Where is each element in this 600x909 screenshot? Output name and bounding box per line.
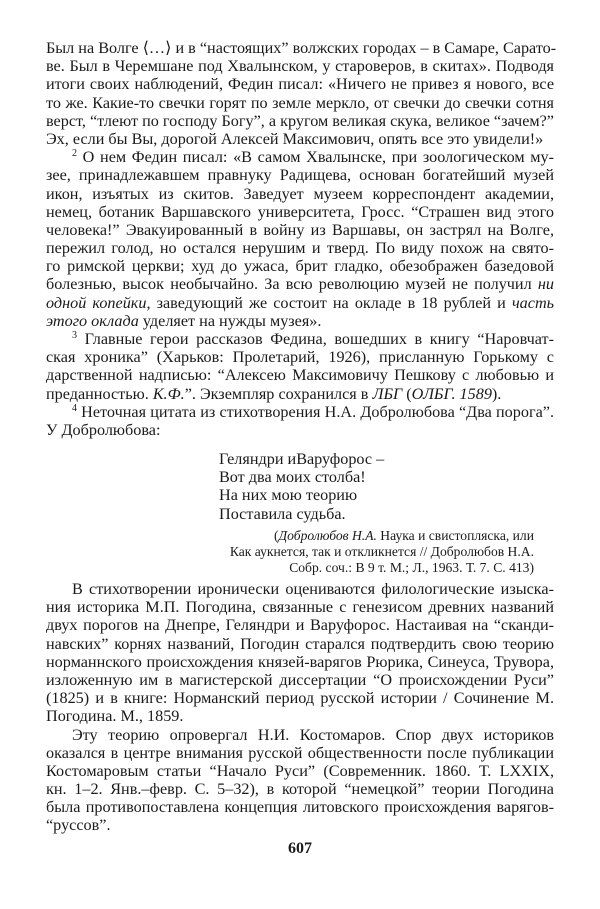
footnote-number: 2 bbox=[72, 148, 77, 160]
text-line bbox=[46, 275, 554, 293]
text-span: уделяет на нужды музея». bbox=[138, 311, 322, 330]
text-span: Неточная цитата из стихотворения Н.А. Добролюбова “Два порога”. bbox=[77, 402, 554, 421]
text-line bbox=[46, 671, 554, 689]
text-line bbox=[46, 348, 554, 366]
italic-text: этого оклада bbox=[46, 311, 139, 330]
text-line bbox=[46, 312, 554, 330]
text-span: икон, изъятых из скитов. Заведует музеем корреспондент академии, bbox=[46, 184, 554, 203]
text-line bbox=[46, 780, 554, 798]
commentary-block bbox=[46, 580, 554, 835]
text-line bbox=[46, 130, 554, 148]
text-line bbox=[46, 707, 554, 725]
text-span: ( bbox=[402, 384, 412, 403]
italic-text: ЛБГ bbox=[372, 384, 403, 403]
text-span: оказался в центре внимания русской общественности после публикации bbox=[46, 743, 554, 762]
text-span: Эх, если бы Вы, дорогой Алексей Максимович, опять все это увидели!» bbox=[46, 129, 544, 148]
verse-line: Поставила судьба. bbox=[219, 504, 346, 523]
citation-text: Как аукнется, так и откликнется // Добролюбов Н.А. bbox=[229, 544, 534, 559]
verse-line: На них мою теорию bbox=[219, 486, 358, 505]
text-line bbox=[46, 580, 554, 598]
text-span: болезнью, высок необычайно. За всю революцию музей не получил bbox=[46, 275, 538, 294]
text-span: , заведующий же состоит на окладе в 18 рублей и bbox=[146, 293, 512, 312]
text-line bbox=[46, 166, 554, 184]
text-span: итоги своих наблюдений, Федин писал: «Ничего не привез я нового, все bbox=[46, 75, 554, 94]
text-span: немец, ботаник Варшавского университета, Гросс. “Страшен вид этого bbox=[46, 202, 554, 221]
text-span: ве. Был в Черемшане под Хвалынском, у староверов, в скитах». Подводя bbox=[46, 57, 554, 76]
footnotes-block bbox=[46, 39, 557, 439]
text-line bbox=[46, 57, 554, 75]
text-line bbox=[46, 366, 554, 384]
citation-open: ( bbox=[274, 528, 279, 543]
text-line bbox=[46, 294, 554, 312]
text-line bbox=[46, 403, 554, 421]
text-span: Был на Волге ⟨…⟩ и в “настоящих” волжских городах – в Самаре, Сарато- bbox=[46, 39, 557, 57]
text-line bbox=[46, 239, 554, 257]
text-span: человека!” Эвакуированный в войну из Варшавы, он застрял на Волге, bbox=[46, 220, 554, 239]
italic-text: часть bbox=[511, 293, 554, 312]
footnote-number: 4 bbox=[72, 402, 77, 414]
text-line bbox=[46, 330, 554, 348]
text-line bbox=[46, 616, 554, 634]
verse-line: Геляндри иВаруфорос – bbox=[219, 450, 385, 468]
text-span: ”. Экземпляр сохранился в bbox=[184, 384, 373, 403]
text-span: пережил голод, но остался нерушим и тверд. По виду похож на свято- bbox=[46, 239, 554, 258]
text-span: верст, “тлеют по господу Богу”, а кругом великая скука, великое “зачем?” bbox=[46, 111, 554, 130]
italic-text: ОЛБГ. 1589 bbox=[411, 384, 492, 403]
footnote-number: 3 bbox=[72, 330, 77, 341]
text-span: ). bbox=[491, 384, 502, 403]
italic-text: ни bbox=[537, 275, 554, 294]
text-span: была противопоставлена концепция литовского происхождения варягов- bbox=[46, 798, 554, 817]
text-span: Эту теорию опровергал Н.И. Костомаров. Спор двух историков bbox=[72, 725, 554, 744]
page-number: 607 bbox=[288, 840, 312, 857]
text-line bbox=[46, 39, 557, 57]
text-span: кн. 1–2. Янв.–февр. С. 5–32), в которой “немецкой” теории Погодина bbox=[46, 780, 554, 799]
text-line bbox=[46, 689, 554, 707]
citation-text: Наука и свистопляска, или bbox=[376, 528, 534, 543]
text-span: дарственной надписью: “Алексею Максимовичу Пешкову с любовью и bbox=[46, 366, 554, 385]
text-span: изложенную им в магистерской диссертации “О происхождении Руси” bbox=[46, 670, 554, 689]
text-span: Костомаровым статьи “Начало Руси” (Современник. 1860. Т. LXXIX, bbox=[46, 761, 554, 780]
text-span: норманнского происхождения князей-варягов Рюрика, Синеуса, Трувора, bbox=[46, 652, 554, 671]
poem-citation bbox=[230, 528, 534, 576]
text-line bbox=[46, 75, 554, 93]
text-span: Главные герои рассказов Федина, вошедших в книгу “Наровчат- bbox=[77, 330, 554, 348]
poem-quote bbox=[219, 450, 384, 523]
text-span: У Добролюбова: bbox=[46, 420, 161, 439]
italic-text: одной копейки bbox=[46, 293, 147, 312]
text-line bbox=[46, 421, 554, 439]
text-line bbox=[46, 762, 554, 780]
text-span: то же. Какие-то свечки горят по земле меркло, от свечки до свечки сотня bbox=[46, 93, 554, 112]
text-line bbox=[46, 185, 554, 203]
text-span: О нем Федин писал: «В самом Хвалынске, при зоологическом му- bbox=[77, 148, 554, 167]
text-span: ская хроника” (Харьков: Пролетарий, 1926), присланную Горькому с bbox=[46, 348, 554, 367]
verse-line: Вот два моих столба! bbox=[219, 468, 366, 487]
text-line bbox=[46, 94, 554, 112]
text-span: двух порогов на Днепре, Геляндри и Варуфорос. Настаивая на “сканди- bbox=[46, 616, 554, 635]
text-span: зее, принадлежавшем правнуку Радищева, основан богатейший музей bbox=[46, 166, 554, 185]
text-span: навских” корнях названий, Погодин старался подтвердить свою теорию bbox=[46, 634, 554, 653]
text-line bbox=[46, 653, 554, 671]
text-line bbox=[46, 112, 554, 130]
text-line bbox=[46, 203, 554, 221]
text-span: ния историка М.П. Погодина, связанные с генезисом древних названий bbox=[46, 598, 554, 617]
text-span: Погодина. М., 1859. bbox=[46, 707, 184, 726]
text-line bbox=[46, 816, 554, 834]
text-span: (1825) и в книге: Норманский период русской истории / Сочинение М. bbox=[46, 689, 554, 708]
text-line bbox=[46, 726, 554, 744]
italic-text: К.Ф. bbox=[152, 384, 185, 403]
text-span: В стихотворении иронически оцениваются филологические изыска- bbox=[72, 580, 554, 598]
text-line bbox=[46, 148, 554, 166]
citation-author: Добролюбов Н.А. bbox=[278, 528, 377, 543]
text-line bbox=[46, 635, 554, 653]
text-span: го римской церкви; худ до ужаса, брит гладко, обезображен базедовой bbox=[46, 257, 554, 276]
citation-text: Собр. соч.: В 9 т. М.; Л., 1963. Т. 7. С. 413) bbox=[289, 560, 534, 575]
text-line bbox=[46, 744, 554, 762]
text-line bbox=[46, 385, 554, 403]
text-span: “руссов”. bbox=[46, 816, 111, 835]
text-line bbox=[46, 798, 554, 816]
text-line bbox=[46, 221, 554, 239]
text-span: преданностью. bbox=[46, 384, 153, 403]
text-line bbox=[46, 598, 554, 616]
text-line bbox=[46, 257, 554, 275]
